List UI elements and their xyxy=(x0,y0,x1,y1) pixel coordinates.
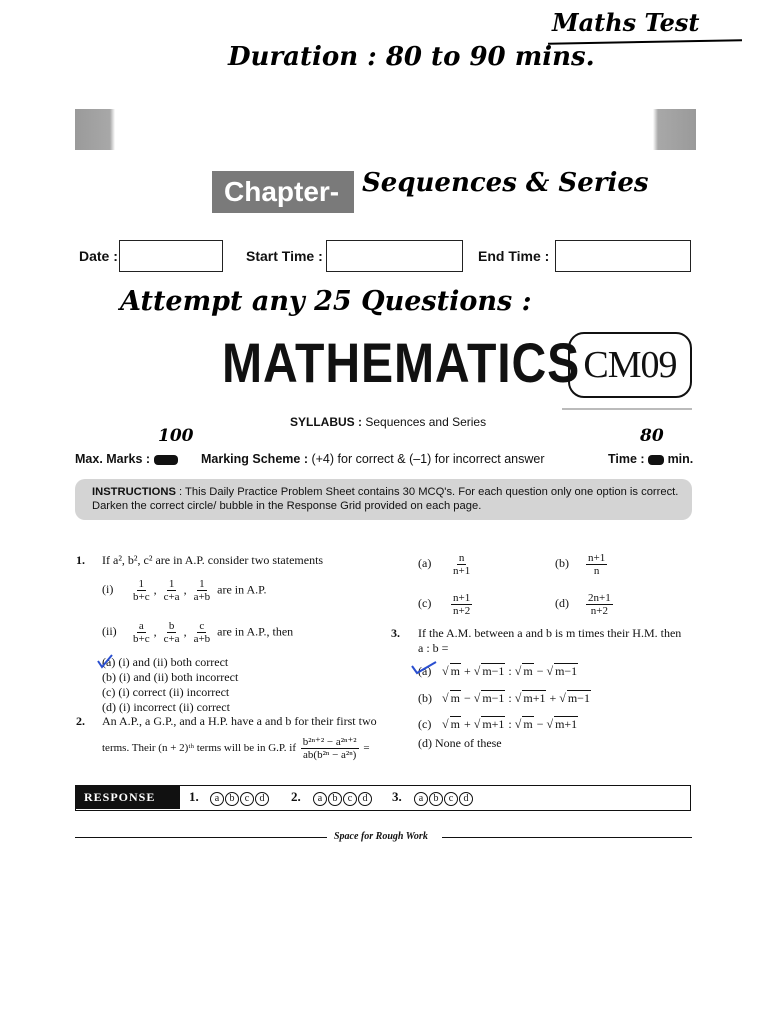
date-label: Date : xyxy=(79,248,118,264)
handwritten-attempt: Attempt any 25 Questions : xyxy=(120,286,532,317)
q2-line2-pre: terms. Their (n + 2)ᵗʰ terms will be in G.P. if xyxy=(102,742,297,755)
instructions-line2: Darken the correct circle/ bubble in the Response Grid provided on each page. xyxy=(92,500,482,512)
grid-q1-number: 1. xyxy=(189,789,199,804)
bubble-q3-a[interactable]: a xyxy=(414,792,428,806)
instructions-label: INSTRUCTIONS xyxy=(92,486,176,498)
q3-stem-line1: If the A.M. between a and b is m times their H.M. then xyxy=(418,626,682,640)
subject-title: MATHEMATICS xyxy=(222,331,581,394)
time-label: Time : xyxy=(608,452,645,466)
marking-scheme-label: Marking Scheme : xyxy=(201,452,308,466)
q1-s2-term-1: $\frac{a}{b+c}$ xyxy=(133,620,150,645)
q2-fraction: $\frac{\text{b²ⁿ⁺² − a²ⁿ⁺²}}{\text{ab(b²ⁿ − a²ⁿ)}}$ xyxy=(302,736,357,761)
bubble-q1-a[interactable]: a xyxy=(210,792,224,806)
end-time-label: End Time : xyxy=(478,248,550,264)
q1-statement-1: (i) $\frac{1}{b+c}$ , $\frac{1}{c+a}$ , $\frac{1}{a+b}$ are in A.P. xyxy=(102,578,267,603)
grid-q3-bubbles xyxy=(414,790,474,808)
marking-scheme xyxy=(201,452,545,466)
q2-option-d[interactable]: (d) $\frac{2n+1}{n+2}$ xyxy=(555,592,611,617)
handwritten-title: Maths Test xyxy=(552,8,700,37)
q1-option-d[interactable]: (d) (i) incorrect (ii) correct xyxy=(102,700,230,714)
handwritten-time: 80 xyxy=(640,426,664,446)
bubble-q3-c[interactable]: c xyxy=(444,792,458,806)
bubble-q2-a[interactable]: a xyxy=(313,792,327,806)
q2-option-a[interactable]: (a) $\frac{n}{n+1}$ xyxy=(418,552,471,577)
q3-stem-line2: a : b = xyxy=(418,641,449,655)
bubble-q1-c[interactable]: c xyxy=(240,792,254,806)
bubble-q3-b[interactable]: b xyxy=(429,792,443,806)
q1-option-a[interactable]: (a) (i) and (ii) both correct xyxy=(102,655,229,669)
q1-s2-tail: are in A.P., then xyxy=(217,624,294,639)
q3-option-b[interactable]: (b) √ m − √ m−1 : √ m+1 + √ m−1 xyxy=(418,691,590,705)
syllabus-label: SYLLABUS : xyxy=(290,415,362,429)
q1-s2-term-2: $\frac{b}{c+a}$ xyxy=(163,620,180,645)
q2-number: 2. xyxy=(76,714,85,728)
q1-s1-term-3: $\frac{1}{a+b}$ xyxy=(193,578,211,603)
grid-q1-bubbles xyxy=(210,790,270,808)
start-time-label: Start Time : xyxy=(246,248,323,264)
q2-option-b[interactable]: (b) $\frac{n+1}{n}$ xyxy=(555,552,606,577)
syllabus xyxy=(290,415,486,429)
grid-q3-number: 3. xyxy=(392,789,402,804)
q2-stem-line2 xyxy=(102,736,370,761)
q2-option-c[interactable]: (c) $\frac{n+1}{n+2}$ xyxy=(418,592,471,617)
q1-s1-tail: are in A.P. xyxy=(217,582,267,597)
tick-mark-icon xyxy=(410,660,438,681)
q1-option-b[interactable]: (b) (i) and (ii) both incorrect xyxy=(102,670,239,684)
sheet-code: CM09 xyxy=(568,332,692,398)
handwritten-chapter-name: Sequences & Series xyxy=(362,168,649,198)
bubble-q1-b[interactable]: b xyxy=(225,792,239,806)
chapter-label: Chapter- xyxy=(212,171,354,213)
q1-s1-term-2: $\frac{1}{c+a}$ xyxy=(163,578,180,603)
q2-line2-post: = xyxy=(363,742,370,755)
q2-stem: An A.P., a G.P., and a H.P. have a and b for their first two xyxy=(102,714,377,728)
q3-option-a[interactable]: (a) √ m + √ m−1 : √ m − √ m−1 xyxy=(418,664,578,678)
marking-scheme-value: (+4) for correct & (–1) for incorrect answer xyxy=(311,452,545,466)
instructions-box xyxy=(75,479,692,520)
max-marks-scribble xyxy=(154,455,178,465)
code-underline xyxy=(562,408,692,410)
q3-option-d[interactable]: (d) None of these xyxy=(418,736,502,750)
max-marks xyxy=(75,452,178,466)
bubble-q2-d[interactable]: d xyxy=(358,792,372,806)
response-grid xyxy=(75,785,691,827)
max-marks-label: Max. Marks : xyxy=(75,452,151,466)
handwritten-max-marks: 100 xyxy=(158,426,194,446)
response-grid-label: RESPONSE GRID xyxy=(76,786,180,809)
q1-s1-term-1: $\frac{1}{b+c}$ xyxy=(133,578,150,603)
syllabus-value: Sequences and Series xyxy=(365,415,487,429)
q3-option-c[interactable]: (c) √ m + √ m+1 : √ m − √ m+1 xyxy=(418,717,578,731)
q1-s2-label: (ii) xyxy=(102,624,117,639)
rough-work-line-right xyxy=(442,837,692,838)
q1-s2-term-3: $\frac{c}{a+b}$ xyxy=(193,620,211,645)
handwritten-duration: Duration : 80 to 90 mins. xyxy=(228,42,595,72)
instructions-line1: : This Daily Practice Problem Sheet contains 30 MCQ's. For each question only one option is correct. xyxy=(175,486,679,498)
time-unit: min. xyxy=(667,452,694,466)
header-band xyxy=(75,109,696,150)
start-time-field[interactable] xyxy=(326,240,463,272)
end-time-field[interactable] xyxy=(555,240,691,272)
bubble-q1-d[interactable]: d xyxy=(255,792,269,806)
grid-q2-bubbles xyxy=(313,790,373,808)
time-scribble xyxy=(648,455,664,465)
date-field[interactable] xyxy=(119,240,223,272)
q1-number: 1. xyxy=(76,553,85,567)
bubble-q2-c[interactable]: c xyxy=(343,792,357,806)
rough-work-label: Space for Rough Work xyxy=(334,831,428,842)
grid-q2-number: 2. xyxy=(291,789,301,804)
q1-stem: If a², b², c² are in A.P. consider two statements xyxy=(102,553,324,567)
q1-option-c[interactable]: (c) (i) correct (ii) incorrect xyxy=(102,685,230,699)
bubble-q3-d[interactable]: d xyxy=(459,792,473,806)
time-allowed xyxy=(608,452,693,466)
q1-s1-label: (i) xyxy=(102,582,114,597)
rough-work-line-left xyxy=(75,837,327,838)
bubble-q2-b[interactable]: b xyxy=(328,792,342,806)
q1-statement-2: (ii) $\frac{a}{b+c}$ , $\frac{b}{c+a}$ , $\frac{c}{a+b}$ are in A.P., then xyxy=(102,620,294,645)
q3-number: 3. xyxy=(391,626,400,640)
